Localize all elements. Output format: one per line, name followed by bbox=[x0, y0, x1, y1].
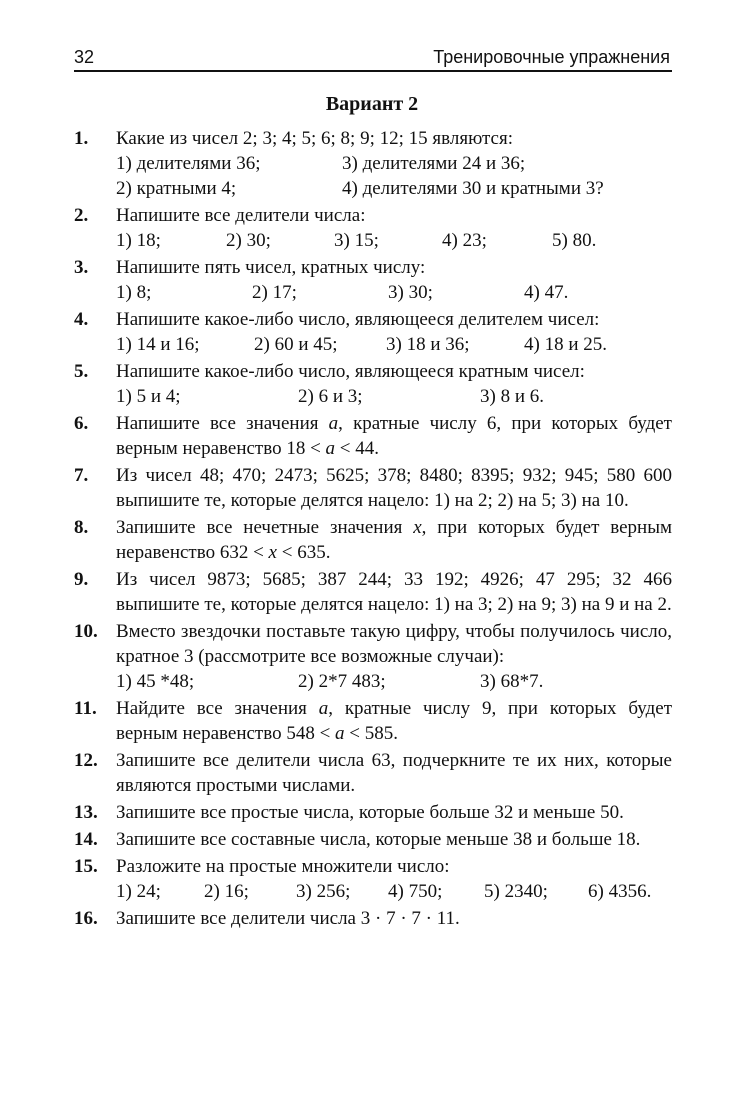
exercise-options bbox=[116, 151, 672, 201]
variable: a bbox=[318, 698, 329, 719]
exercise-10 bbox=[74, 619, 672, 694]
option: 4) 23; bbox=[442, 230, 487, 251]
exercise-text: Запишите все составные числа, которые меньше 38 и больше 18. bbox=[116, 829, 641, 850]
exercise-number: 4. bbox=[74, 309, 89, 330]
option: 2) 2*7 483; bbox=[298, 671, 386, 692]
text-part: , кратные числу 9, при которых будет верным неравенство 548 < bbox=[116, 698, 672, 744]
option: 4) делителями 30 и кратными 3? bbox=[342, 178, 604, 199]
variant-title: Вариант 2 bbox=[325, 93, 419, 115]
option: 6) 4356. bbox=[588, 881, 652, 902]
option: 3) 256; bbox=[296, 881, 351, 902]
exercise-options bbox=[116, 669, 672, 694]
exercise-text: Запишите все простые числа, которые больше 32 и меньше 50. bbox=[116, 802, 624, 823]
exercise-number: 16. bbox=[74, 908, 98, 929]
option: 1) 14 и 16; bbox=[116, 334, 200, 355]
option: 1) 5 и 4; bbox=[116, 386, 181, 407]
exercise-text: Запишите все делители числа 63, подчеркните те их них, которые являются простыми числами. bbox=[116, 750, 672, 796]
exercise-text: Запишите все делители числа 3 · 7 · 7 · 11. bbox=[116, 908, 460, 929]
exercise-12 bbox=[74, 748, 672, 798]
exercise-list bbox=[74, 126, 672, 933]
exercise-text: Какие из чисел 2; 3; 4; 5; 6; 8; 9; 12; 15 являются: bbox=[116, 128, 514, 149]
exercise-3 bbox=[74, 255, 672, 305]
exercise-options bbox=[116, 332, 672, 357]
option: 1) 8; bbox=[116, 282, 152, 303]
option: 2) 17; bbox=[252, 282, 297, 303]
text-part: Напишите все значения bbox=[116, 413, 329, 434]
exercise-number: 9. bbox=[74, 569, 89, 590]
exercise-number: 5. bbox=[74, 361, 89, 382]
text-part: Запишите все нечетные значения bbox=[116, 517, 414, 538]
exercise-text: Напишите какое-либо число, являющееся делителем чисел: bbox=[116, 309, 600, 330]
text-part: , при которых будет верным неравенство 632 < bbox=[116, 517, 672, 563]
exercise-text: Напишите все делители числа: bbox=[116, 205, 366, 226]
exercise-options bbox=[116, 384, 672, 409]
exercise-number: 1. bbox=[74, 128, 89, 149]
option: 3) 30; bbox=[388, 282, 433, 303]
exercise-number: 14. bbox=[74, 829, 98, 850]
exercise-6 bbox=[74, 411, 672, 461]
text-part: < 635. bbox=[276, 542, 331, 563]
option: 1) 45 *48; bbox=[116, 671, 195, 692]
exercise-13 bbox=[74, 800, 672, 825]
exercise-15 bbox=[74, 854, 672, 904]
exercise-4 bbox=[74, 307, 672, 357]
exercise-text: Напишите какое-либо число, являющееся кратным чисел: bbox=[116, 361, 585, 382]
option: 2) 60 и 45; bbox=[254, 334, 338, 355]
exercise-1 bbox=[74, 126, 672, 201]
option: 2) 6 и 3; bbox=[298, 386, 363, 407]
option: 5) 2340; bbox=[484, 881, 548, 902]
exercise-14 bbox=[74, 827, 672, 852]
exercise-5 bbox=[74, 359, 672, 409]
option: 3) делителями 24 и 36; bbox=[342, 153, 526, 174]
option: 2) кратными 4; bbox=[116, 178, 237, 199]
option: 2) 16; bbox=[204, 881, 249, 902]
option: 3) 8 и 6. bbox=[480, 386, 544, 407]
exercise-text: Из чисел 9873; 5685; 387 244; 33 192; 4926; 47 295; 32 466 выпишите те, которые делятся нацело: 1) на 3; 2) на 9; 3) на 9 и на 2. bbox=[116, 569, 672, 615]
exercise-number: 8. bbox=[74, 517, 89, 538]
text-part: , кратные числу 6, при которых будет верным неравенство 18 < bbox=[116, 413, 672, 459]
page-number: 32 bbox=[74, 47, 95, 67]
option: 3) 68*7. bbox=[480, 671, 544, 692]
exercise-number: 6. bbox=[74, 413, 89, 434]
exercise-number: 13. bbox=[74, 802, 98, 823]
exercise-11 bbox=[74, 696, 672, 746]
exercise-number: 10. bbox=[74, 621, 98, 642]
option: 4) 47. bbox=[524, 282, 569, 303]
section-title: Тренировочные упражнения bbox=[433, 47, 670, 67]
option: 1) 18; bbox=[116, 230, 161, 251]
exercise-number: 15. bbox=[74, 856, 98, 877]
exercise-2 bbox=[74, 203, 672, 253]
exercise-text: Вместо звездочки поставьте такую цифру, чтобы получилось число, кратное 3 (рассмотрите все возможные случаи): bbox=[116, 621, 672, 667]
exercise-9 bbox=[74, 567, 672, 617]
exercise-options bbox=[116, 879, 672, 904]
exercise-text bbox=[116, 411, 672, 461]
exercise-number: 11. bbox=[74, 698, 97, 719]
page-header bbox=[74, 44, 672, 72]
option: 3) 15; bbox=[334, 230, 379, 251]
option: 4) 750; bbox=[388, 881, 443, 902]
variable: x bbox=[413, 517, 422, 538]
exercise-number: 12. bbox=[74, 750, 98, 771]
exercise-7 bbox=[74, 463, 672, 513]
option: 3) 18 и 36; bbox=[386, 334, 470, 355]
variable: a bbox=[335, 723, 345, 744]
exercise-text: Из чисел 48; 470; 2473; 5625; 378; 8480; 8395; 932; 945; 580 600 выпишите те, которые делятся нацело: 1) на 2; 2) на 5; 3) на 10. bbox=[116, 465, 672, 511]
exercise-text: Напишите пять чисел, кратных числу: bbox=[116, 257, 426, 278]
variable: a bbox=[325, 438, 336, 459]
exercise-number: 3. bbox=[74, 257, 89, 278]
exercise-16 bbox=[74, 906, 672, 931]
exercise-options bbox=[116, 280, 672, 305]
option: 1) делителями 36; bbox=[116, 153, 261, 174]
option: 5) 80. bbox=[552, 230, 597, 251]
text-part: Найдите все значения bbox=[116, 698, 319, 719]
variable: x bbox=[268, 542, 277, 563]
text-part: < 585. bbox=[344, 723, 399, 744]
exercise-number: 7. bbox=[74, 465, 89, 486]
text-part: < 44. bbox=[335, 438, 380, 459]
option: 1) 24; bbox=[116, 881, 161, 902]
exercise-text: Разложите на простые множители число: bbox=[116, 856, 450, 877]
option: 2) 30; bbox=[226, 230, 271, 251]
exercise-options bbox=[116, 228, 672, 253]
exercise-8 bbox=[74, 515, 672, 565]
exercise-number: 2. bbox=[74, 205, 89, 226]
exercise-text bbox=[116, 515, 672, 565]
exercise-text bbox=[116, 696, 672, 746]
option: 4) 18 и 25. bbox=[524, 334, 607, 355]
variable: a bbox=[328, 413, 339, 434]
